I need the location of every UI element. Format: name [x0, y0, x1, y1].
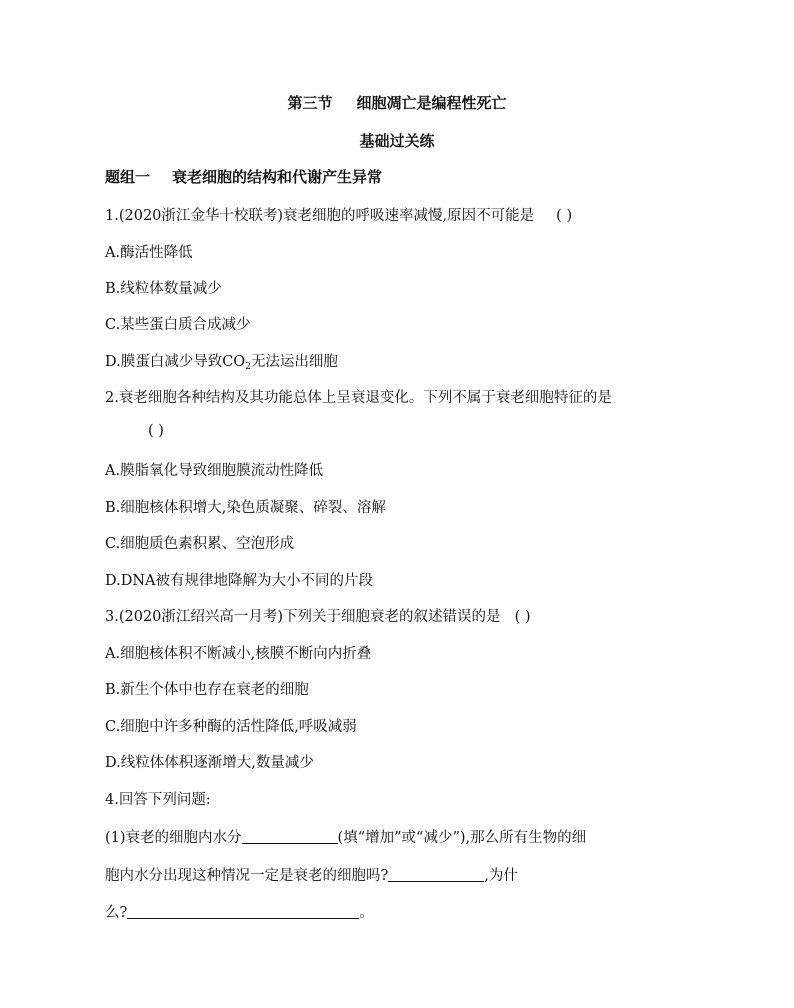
fill-blank-3[interactable]	[127, 904, 359, 919]
answer-paren: ( )	[148, 423, 164, 439]
answer-paren: ( )	[514, 609, 531, 625]
option-d-text-end: 无法运出细胞	[250, 354, 338, 370]
question-3-option-b: B.新生个体中也存在衰老的细胞	[105, 682, 309, 698]
part-1-text-end: (填“增加”或“减少”),那么所有生物的细	[337, 830, 587, 846]
page-subtitle: 基础过关练	[359, 132, 435, 150]
group-title: 衰老细胞的结构和代谢产生异常	[172, 168, 383, 186]
question-3-option-d: D.线粒体体积逐渐增大,数量减少	[105, 755, 314, 771]
section-title: 细胞凋亡是编程性死亡	[356, 94, 507, 112]
question-group-heading	[105, 166, 382, 187]
question-1-option-b: B.线粒体数量减少	[105, 281, 222, 297]
question-3-stem	[105, 605, 531, 626]
question-4-part-1-line-2	[105, 864, 518, 885]
part-1-why: ,为什	[484, 868, 518, 884]
question-2-option-a: A.膜脂氧化导致细胞膜流动性降低	[105, 463, 324, 479]
part-1-why-end: 么?	[105, 905, 128, 921]
question-1-option-c: C.某些蛋白质合成减少	[105, 317, 251, 333]
part-1-question: 胞内水分出现这种情况一定是衰老的细胞吗?	[105, 868, 389, 884]
question-4-stem: 4.回答下列问题:	[105, 792, 211, 808]
part-1-text: (1)衰老的细胞内水分	[105, 830, 242, 846]
period: 。	[359, 905, 374, 921]
question-1-stem	[105, 204, 572, 225]
fill-blank-2[interactable]	[388, 867, 484, 882]
question-2-option-b: B.细胞核体积增大,染色质凝聚、碎裂、溶解	[105, 500, 386, 516]
answer-paren: ( )	[556, 208, 573, 224]
question-3-option-c: C.细胞中许多种酶的活性降低,呼吸减弱	[105, 719, 357, 735]
question-3-text: 3.(2020浙江绍兴高一月考)下列关于细胞衰老的叙述错误的是	[105, 609, 501, 625]
option-d-text: D.膜蛋白减少导致CO	[105, 354, 246, 370]
section-number: 第三节	[287, 94, 333, 112]
question-1-text: 1.(2020浙江金华十校联考)衰老细胞的呼吸速率减慢,原因不可能是	[105, 208, 535, 224]
question-1-option-a: A.酶活性降低	[105, 245, 193, 261]
fill-blank-1[interactable]	[242, 829, 338, 844]
question-3-option-a: A.细胞核体积不断减小,核膜不断向内折叠	[105, 646, 372, 662]
question-4-part-1-line-3	[105, 901, 374, 922]
page-title	[0, 92, 794, 113]
question-2-option-c: C.细胞质色素积累、空泡形成	[105, 536, 295, 552]
subscript-two: 2	[245, 362, 251, 372]
group-label: 题组一	[105, 168, 151, 186]
question-2-option-d: D.DNA被有规律地降解为大小不同的片段	[105, 573, 374, 589]
question-2-stem: 2.衰老细胞各种结构及其功能总体上呈衰退变化。下列不属于衰老细胞特征的是	[105, 390, 612, 406]
question-1-option-d	[105, 350, 338, 372]
question-4-part-1-line-1	[105, 826, 586, 847]
